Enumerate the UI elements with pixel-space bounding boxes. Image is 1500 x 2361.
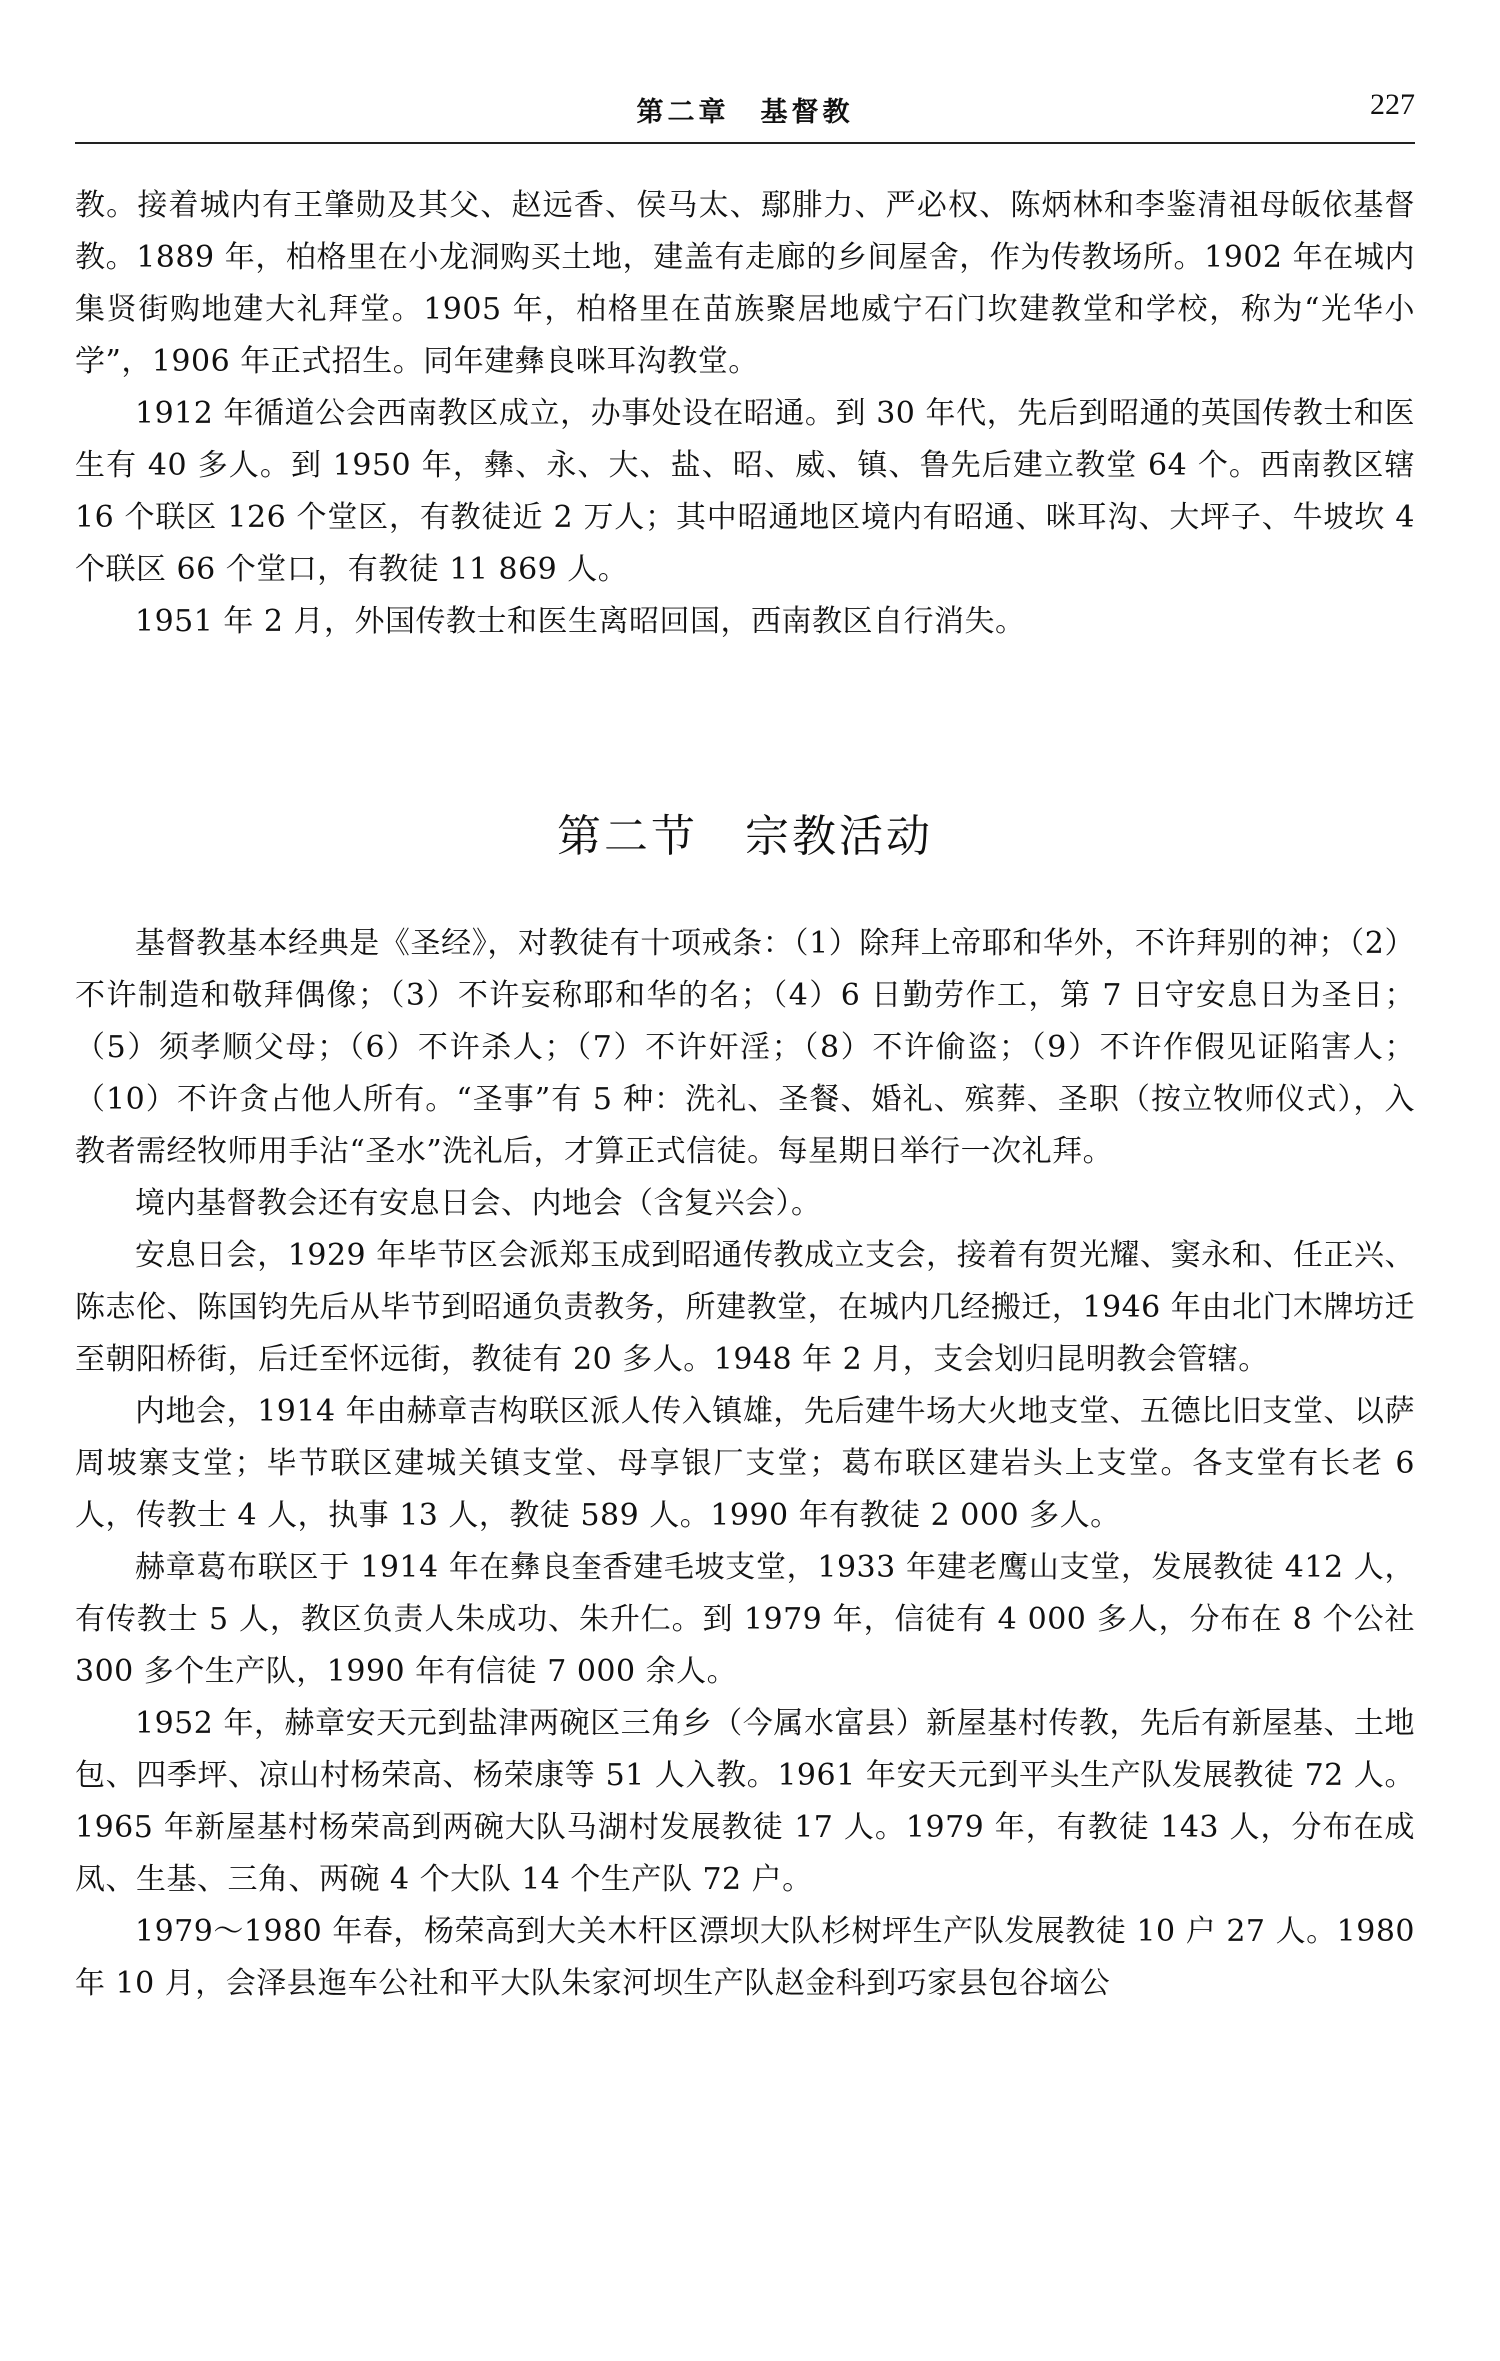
section-title: 第二节 宗教活动 — [557, 810, 933, 862]
paragraph: 基督教基本经典是《圣经》，对教徒有十项戒条：（1）除拜上帝耶和华外，不许拜别的神；（2）不许制造和敬拜偶像；（3）不许妄称耶和华的名；（4）6 日勤劳作工，第 7 日守安息日为圣日；（5）须孝顺父母；（6）不许杀人；（7）不许奸淫；（8）不许偷盗；（9）不许作假见证陷害人；（10）不许贪占他人所有。“圣事”有 5 种：洗礼、圣餐、婚礼、殡葬、圣职（按立牧师仪式），入教者需经牧师用手沾“圣水”洗礼后，才算正式信徒。每星期日举行一次礼拜。 — [75, 926, 1415, 1169]
top-text-block — [75, 180, 1415, 648]
paragraph: 1951 年 2 月，外国传教士和医生离昭回国，西南教区自行消失。 — [135, 604, 1026, 639]
paragraph: 教。接着城内有王肇勋及其父、赵远香、侯马太、鄢腓力、严必权、陈炳林和李鉴清祖母皈依基督教。1889 年，柏格里在小龙洞购买土地，建盖有走廊的乡间屋舍，作为传教场所。1902 年在城内集贤街购地建大礼拜堂。1905 年，柏格里在苗族聚居地威宁石门坎建教堂和学校，称为“光华小学”，1906 年正式招生。同年建彝良咪耳沟教堂。 — [75, 188, 1415, 379]
paragraph: 内地会，1914 年由赫章吉构联区派人传入镇雄，先后建牛场大火地支堂、五德比旧支堂、以萨周坡寨支堂；毕节联区建城关镇支堂、母享银厂支堂；葛布联区建岩头上支堂。各支堂有长老 6 人，传教士 4 人，执事 13 人，教徒 589 人。1990 年有教徒 2 000 多人。 — [75, 1394, 1415, 1533]
chapter-title: 第二章 基督教 — [636, 97, 854, 128]
paragraph: 1952 年，赫章安天元到盐津两碗区三角乡（今属水富县）新屋基村传教，先后有新屋基、土地包、四季坪、凉山村杨荣高、杨荣康等 51 人入教。1961 年安天元到平头生产队发展教徒 72 人。1965 年新屋基村杨荣高到两碗大队马湖村发展教徒 17 人。1979 年，有教徒 143 人，分布在成凤、生基、三角、两碗 4 个大队 14 个生产队 72 户。 — [75, 1706, 1415, 1897]
paragraph: 安息日会，1929 年毕节区会派郑玉成到昭通传教成立支会，接着有贺光耀、窦永和、任正兴、陈志伦、陈国钧先后从毕节到昭通负责教务，所建教堂，在城内几经搬迁，1946 年由北门木牌坊迁至朝阳桥街，后迁至怀远街，教徒有 20 多人。1948 年 2 月，支会划归昆明教会管辖。 — [75, 1238, 1415, 1377]
header-rule — [75, 142, 1415, 144]
running-header — [75, 84, 1415, 140]
paragraph: 1979～1980 年春，杨荣高到大关木杆区漂坝大队杉树坪生产队发展教徒 10 户 27 人。1980 年 10 月，会泽县迤车公社和平大队朱家河坝生产队赵金科到巧家县包谷垴公 — [75, 1914, 1415, 2001]
bottom-text-block — [75, 918, 1415, 2010]
paragraph: 境内基督教会还有安息日会、内地会（含复兴会）。 — [135, 1186, 822, 1221]
paragraph: 赫章葛布联区于 1914 年在彝良奎香建毛坡支堂，1933 年建老鹰山支堂，发展教徒 412 人，有传教士 5 人，教区负责人朱成功、朱升仁。到 1979 年，信徒有 4 000 多人，分布在 8 个公社 300 多个生产队，1990 年有信徒 7 000 余人。 — [75, 1550, 1415, 1689]
paragraph: 1912 年循道公会西南教区成立，办事处设在昭通。到 30 年代，先后到昭通的英国传教士和医生有 40 多人。到 1950 年，彝、永、大、盐、昭、威、镇、鲁先后建立教堂 64 个。西南教区辖 16 个联区 126 个堂区，有教徒近 2 万人；其中昭通地区境内有昭通、咪耳沟、大坪子、牛坡坎 4 个联区 66 个堂口，有教徒 11 869 人。 — [75, 396, 1415, 587]
page-number: 227 — [1370, 88, 1415, 121]
